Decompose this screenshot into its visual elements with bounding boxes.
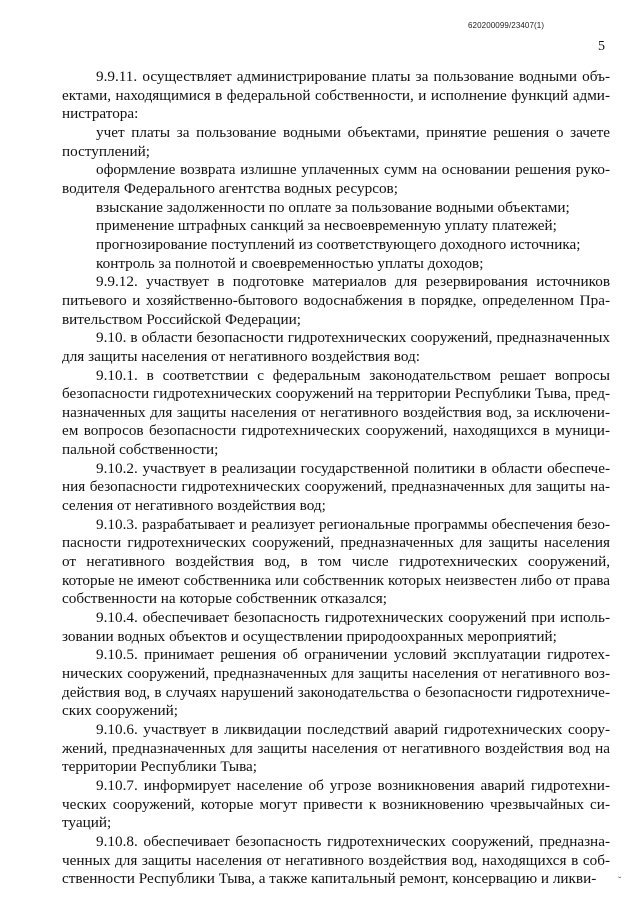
paragraph-9-9-12: 9.9.12. участвует в подготовке материалов для резервирования источников питьевого и хозяйственно-бытового водоснабжения в порядке, определенном Правительством Российской Федерации; bbox=[62, 273, 610, 328]
paragraph-9-10-1: 9.10.1. в соответствии с федеральным законодательством решает вопросы безопасности гидротехнических сооружений на территории Республики Тыва, предназначенных для защиты населения от негативного воздействия вод, за исключением вопросов безопасности гидротехнических сооружений, находящихся в муниципальной собственности; bbox=[62, 366, 610, 459]
list-item: прогнозирование поступлений из соответствующего доходного источника; bbox=[96, 235, 581, 253]
list-item: оформление возврата излишне уплаченных сумм на основании решения руководителя Федерального агентства водных ресурсов; bbox=[62, 161, 610, 197]
page-number: 5 bbox=[598, 39, 605, 54]
document-body bbox=[62, 68, 610, 889]
paragraph-9-10-5: 9.10.5. принимает решения об ограничении условий эксплуатации гидротехнических сооружений, предназначенных для защиты населения от негативного воздействия вод, в случаях нарушений законодательства о безопасности гидротехнических сооружений; bbox=[62, 646, 610, 720]
document-id: 620200099/23407(1) bbox=[468, 21, 545, 30]
list-item: применение штрафных санкций за несвоевременную уплату платежей; bbox=[96, 217, 557, 235]
paragraph-9-10-6: 9.10.6. участвует в ликвидации последствий аварий гидротехнических сооружений, предназначенных для защиты населения от негативного воздействия вод на территории Республики Тыва; bbox=[62, 720, 610, 776]
paragraph-9-10: 9.10. в области безопасности гидротехнических сооружений, предназначенных для защиты населения от негативного воздействия вод: bbox=[62, 329, 610, 365]
paragraph-9-10-3: 9.10.3. разрабатывает и реализует региональные программы обеспечения безопасности гидротехнических сооружений, предназначенных для защиты населения от негативного воздействия вод, в том числе гидротехнических сооружений, которые не имеют собственника или собственник которых неизвестен либо от права собственности на которые собственник отказался; bbox=[62, 515, 610, 608]
paragraph-9-10-8: 9.10.8. обеспечивает безопасность гидротехнических сооружений, предназначенных для защиты населения от негативного воздействия вод, находящихся в собственности Республики Тыва, а также капитальный ремонт, консервацию и ликви- bbox=[62, 832, 610, 888]
paragraph-9-10-2: 9.10.2. участвует в реализации государственной политики в области обеспечения безопасности гидротехнических сооружений, предназначенных для защиты населения от негативного воздействия вод; bbox=[62, 459, 610, 515]
list-item: взыскание задолженности по оплате за пользование водными объектами; bbox=[96, 198, 570, 216]
scan-mark: ˇ bbox=[618, 876, 622, 887]
list-item: контроль за полнотой и своевременностью уплаты доходов; bbox=[96, 254, 484, 272]
paragraph-9-9-11: 9.9.11. осуществляет администрирование платы за пользование водными объектами, находящимися в федеральной собственности, и исполнение функций администратора: bbox=[62, 68, 610, 123]
paragraph-9-10-4: 9.10.4. обеспечивает безопасность гидротехнических сооружений при использовании водных объектов и осуществлении природоохранных мероприятий; bbox=[62, 609, 610, 645]
list-item: учет платы за пользование водными объектами, принятие решения о зачете поступлений; bbox=[62, 123, 610, 160]
paragraph-9-10-7: 9.10.7. информирует население об угрозе возникновения аварий гидротехнических сооружений, которые могут привести к возникновению чрезвычайных ситуаций; bbox=[62, 776, 610, 832]
